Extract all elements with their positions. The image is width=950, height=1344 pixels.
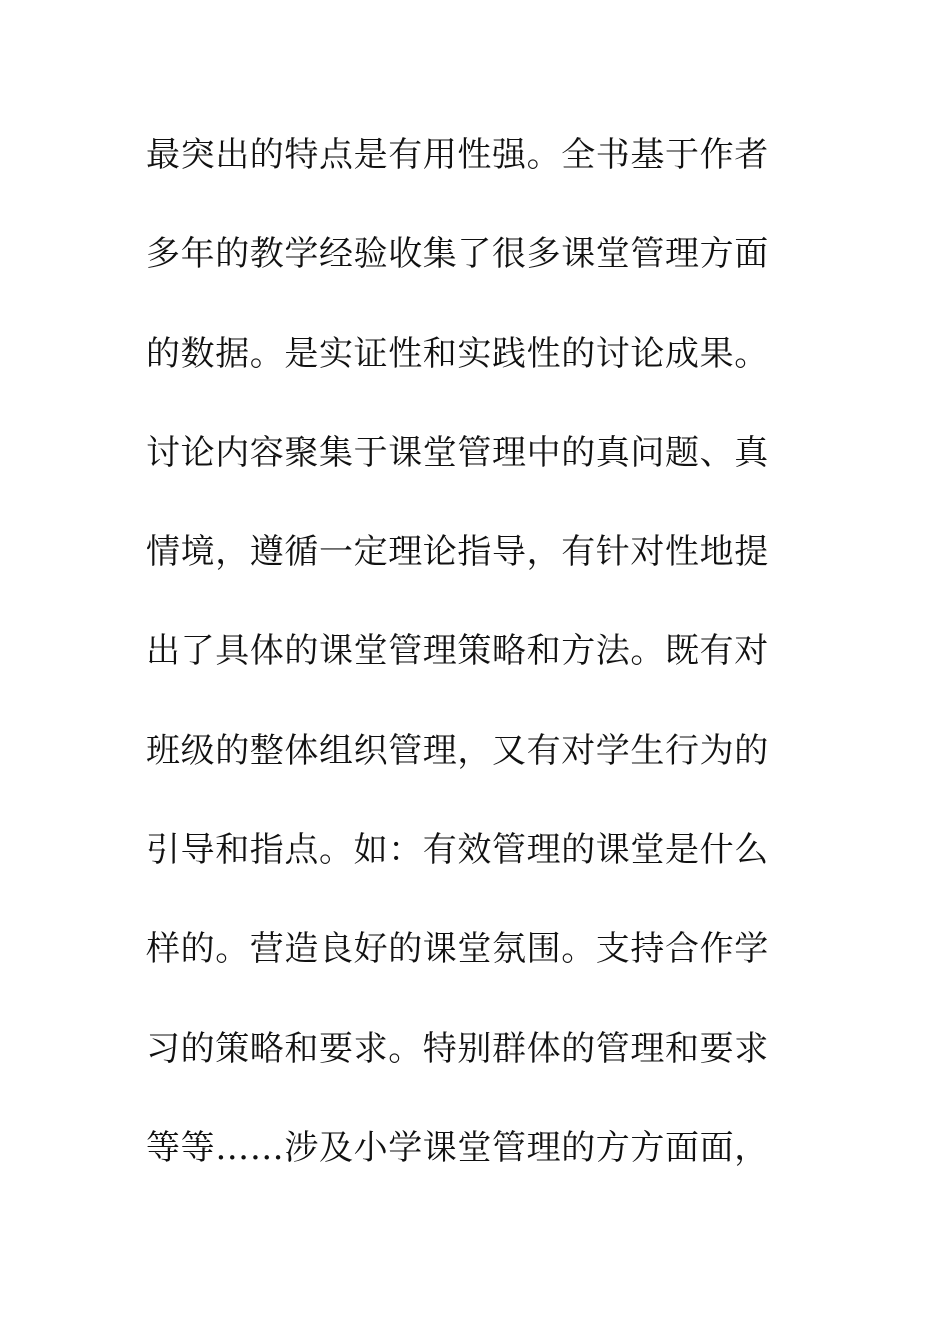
text-line: 情境，遵循一定理论指导，有针对性地提 bbox=[146, 532, 769, 573]
text-line: 的数据。是实证性和实践性的讨论成果。 bbox=[146, 333, 769, 374]
text-line: 等等……涉及小学课堂管理的方方面面， bbox=[146, 1127, 769, 1168]
text-line: 样的。营造良好的课堂氛围。支持合作学 bbox=[146, 929, 769, 970]
text-line: 习的策略和要求。特别群体的管理和要求 bbox=[146, 1028, 769, 1069]
text-line: 出了具体的课堂管理策略和方法。既有对 bbox=[146, 631, 769, 672]
text-line: 班级的整体组织管理，又有对学生行为的 bbox=[146, 730, 769, 771]
body-text bbox=[146, 120, 786, 1212]
text-line: 多年的教学经验收集了很多课堂管理方面 bbox=[146, 234, 769, 275]
text-line: 最突出的特点是有用性强。全书基于作者 bbox=[146, 135, 769, 175]
text-line: 讨论内容聚集于课堂管理中的真问题、真 bbox=[146, 432, 769, 473]
text-line: 引导和指点。如：有效管理的课堂是什么 bbox=[146, 830, 769, 871]
